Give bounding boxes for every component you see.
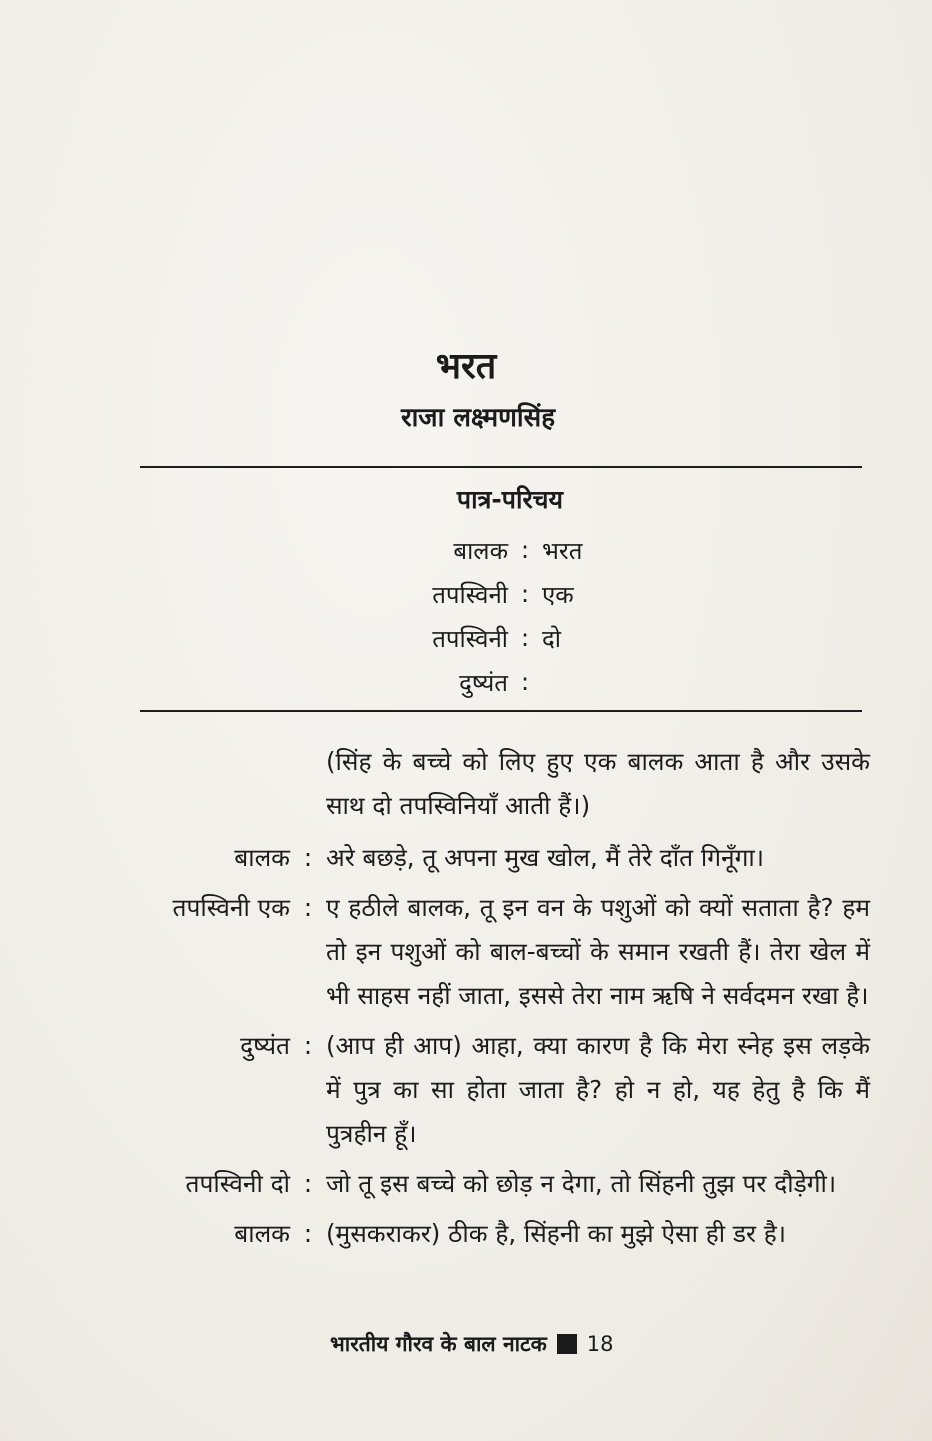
cast-actor: भरत [542,536,583,565]
cast-actor: दो [542,624,561,653]
speaker-colon: : [303,893,313,922]
cast-row [350,528,710,572]
cast-role: दुष्यंत [459,668,508,697]
divider-top [140,466,862,468]
cast-colon: : [520,580,530,608]
page-footer [330,1330,614,1358]
play-title: भरत [435,346,497,387]
page-number: 18 [586,1332,614,1356]
square-bullet-icon [557,1334,577,1354]
dialogue-line [130,1024,870,1156]
cast-role: तपस्विनी [432,580,508,609]
footer-book-title: भारतीय गौरव के बाल नाटक [330,1332,547,1356]
speech-text: (मुसकराकर) ठीक है, सिंहनी का मुझे ऐसा ही डर है। [326,1219,787,1248]
cast-row [350,660,710,704]
speaker-colon: : [303,843,313,872]
speaker-name: दुष्यंत [240,1031,290,1060]
divider-bottom [140,710,862,712]
cast-actor: एक [542,580,574,609]
cast-colon: : [520,668,530,696]
dialogue-line [130,836,870,880]
speaker-colon: : [303,1031,313,1060]
speaker-name: बालक [234,843,290,872]
cast-role: तपस्विनी [432,624,508,653]
author-name: राजा लक्ष्मणसिंह [400,403,556,433]
speaker-colon: : [303,1219,313,1248]
dialogue-line [130,886,870,1018]
dialogue-line [130,1212,870,1256]
speech-text: ए हठीले बालक, तू इन वन के पशुओं को क्यों सताता है? हम तो इन पशुओं को बाल-बच्चों के समान रखती हैं। तेरा खेल में भी साहस नहीं जाता, इससे तेरा नाम ऋषि ने सर्वदमन रखा है। [326,893,870,1010]
cast-colon: : [520,536,530,564]
speaker-name: तपस्विनी एक [172,893,290,922]
cast-row [350,616,710,660]
speech-text: अरे बछड़े, तू अपना मुख खोल, मैं तेरे दाँत गिनूँगा। [326,843,765,872]
speaker-name: तपस्विनी दो [185,1169,290,1198]
speaker-name: बालक [234,1219,290,1248]
cast-heading: पात्र-परिचय [456,485,564,514]
stage-direction: (सिंह के बच्चे को लिए हुए एक बालक आता है और उसके साथ दो तपस्विनियाँ आती हैं।) [326,747,870,820]
speaker-colon: : [303,1169,313,1198]
cast-colon: : [520,624,530,652]
dialogue-line [130,1162,870,1206]
cast-role: बालक [453,536,508,565]
cast-list [350,528,710,704]
play-text [130,740,870,1262]
speech-text: जो तू इस बच्चे को छोड़ न देगा, तो सिंहनी तुझ पर दौड़ेगी। [326,1169,837,1198]
speech-text: (आप ही आप) आहा, क्या कारण है कि मेरा स्नेह इस लड़के में पुत्र का सा होता जाता है? हो न हो, यह हेतु है कि मैं पुत्रहीन हूँ। [326,1031,870,1148]
cast-row [350,572,710,616]
